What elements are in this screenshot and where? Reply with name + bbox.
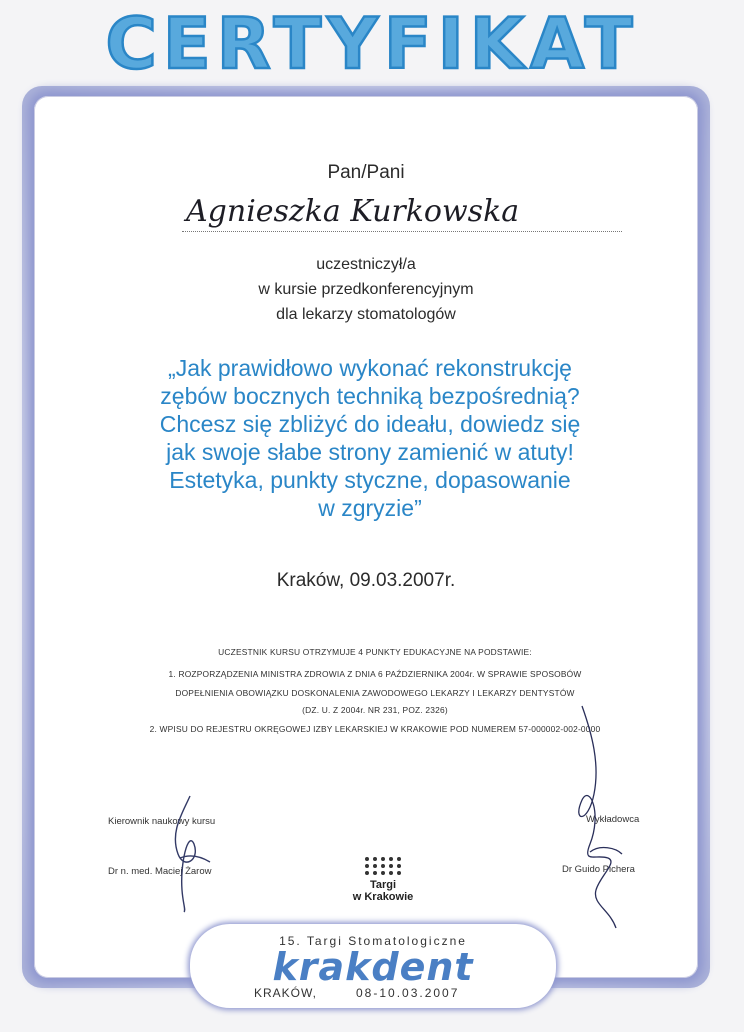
topic-line-3: Chcesz się zbliżyć do ideału, dowiedz się <box>159 411 581 437</box>
topic-line-5: Estetyka, punkty styczne, dopasowanie <box>169 467 571 493</box>
participant-name: Agnieszka Kurkowska <box>186 194 520 229</box>
legal-line-1: UCZESTNIK KURSU OTRZYMUJE 4 PUNKTY EDUKACYJNE NA PODSTAWIE: <box>218 647 532 657</box>
intro-line-1: uczestniczył/a <box>316 256 416 273</box>
event-city: KRAKÓW, <box>254 986 318 1000</box>
logo-text-line-1: Targi <box>369 879 397 891</box>
left-signer-role: Kierownik naukowy kursu <box>108 816 216 827</box>
event-name: 15. Targi Stomatologiczne <box>279 934 467 948</box>
right-signer-role: Wykładowca <box>586 814 640 825</box>
course-topic <box>100 354 640 522</box>
topic-line-1: „Jak prawidłowo wykonać rekonstrukcję <box>168 355 572 381</box>
krakdent-logo: krakdent <box>272 945 474 989</box>
legal-line-2: 1. ROZPORZĄDZENIA MINISTRA ZDROWIA Z DNIA 6 PAŹDZIERNIKA 2004r. W SPRAWIE SPOSOBÓW <box>168 669 582 679</box>
left-signer-name: Dr n. med. Maciej Żarow <box>108 866 212 877</box>
intro-text <box>34 252 698 327</box>
topic-line-2: zębów bocznych techniką bezpośrednią? <box>160 383 580 409</box>
name-underline <box>182 231 622 232</box>
legal-line-5: 2. WPISU DO REJESTRU OKRĘGOWEJ IZBY LEKARSKIEJ W KRAKOWIE POD NUMEREM 57-000002-002-0000 <box>149 724 601 734</box>
salutation: Pan/Pani <box>327 162 405 183</box>
targi-w-krakowie-logo <box>338 857 428 903</box>
right-signer-name: Dr Guido Pichera <box>562 864 635 875</box>
topic-line-4: jak swoje słabe strony zamienić w atuty! <box>166 439 574 465</box>
place-date: Kraków, 09.03.2007r. <box>276 570 456 591</box>
logo-dots-icon <box>338 857 428 875</box>
event-dates: 08-10.03.2007 <box>356 986 460 1000</box>
intro-line-3: dla lekarzy stomatologów <box>276 306 456 323</box>
legal-line-3: DOPEŁNIENIA OBOWIĄZKU DOSKONALENIA ZAWODOWEGO LEKARZY I LEKARZY DENTYSTÓW <box>175 688 575 698</box>
intro-line-2: w kursie przedkonferencyjnym <box>258 281 474 298</box>
topic-line-6: w zgryzie” <box>318 495 422 521</box>
logo-text-line-2: w Krakowie <box>352 891 414 903</box>
right-signature <box>560 704 640 934</box>
certificate-title: CERTYFIKAT <box>105 3 639 85</box>
left-signature <box>160 794 220 914</box>
legal-line-4: (DZ. U. Z 2004r. NR 231, POZ. 2326) <box>302 705 448 715</box>
